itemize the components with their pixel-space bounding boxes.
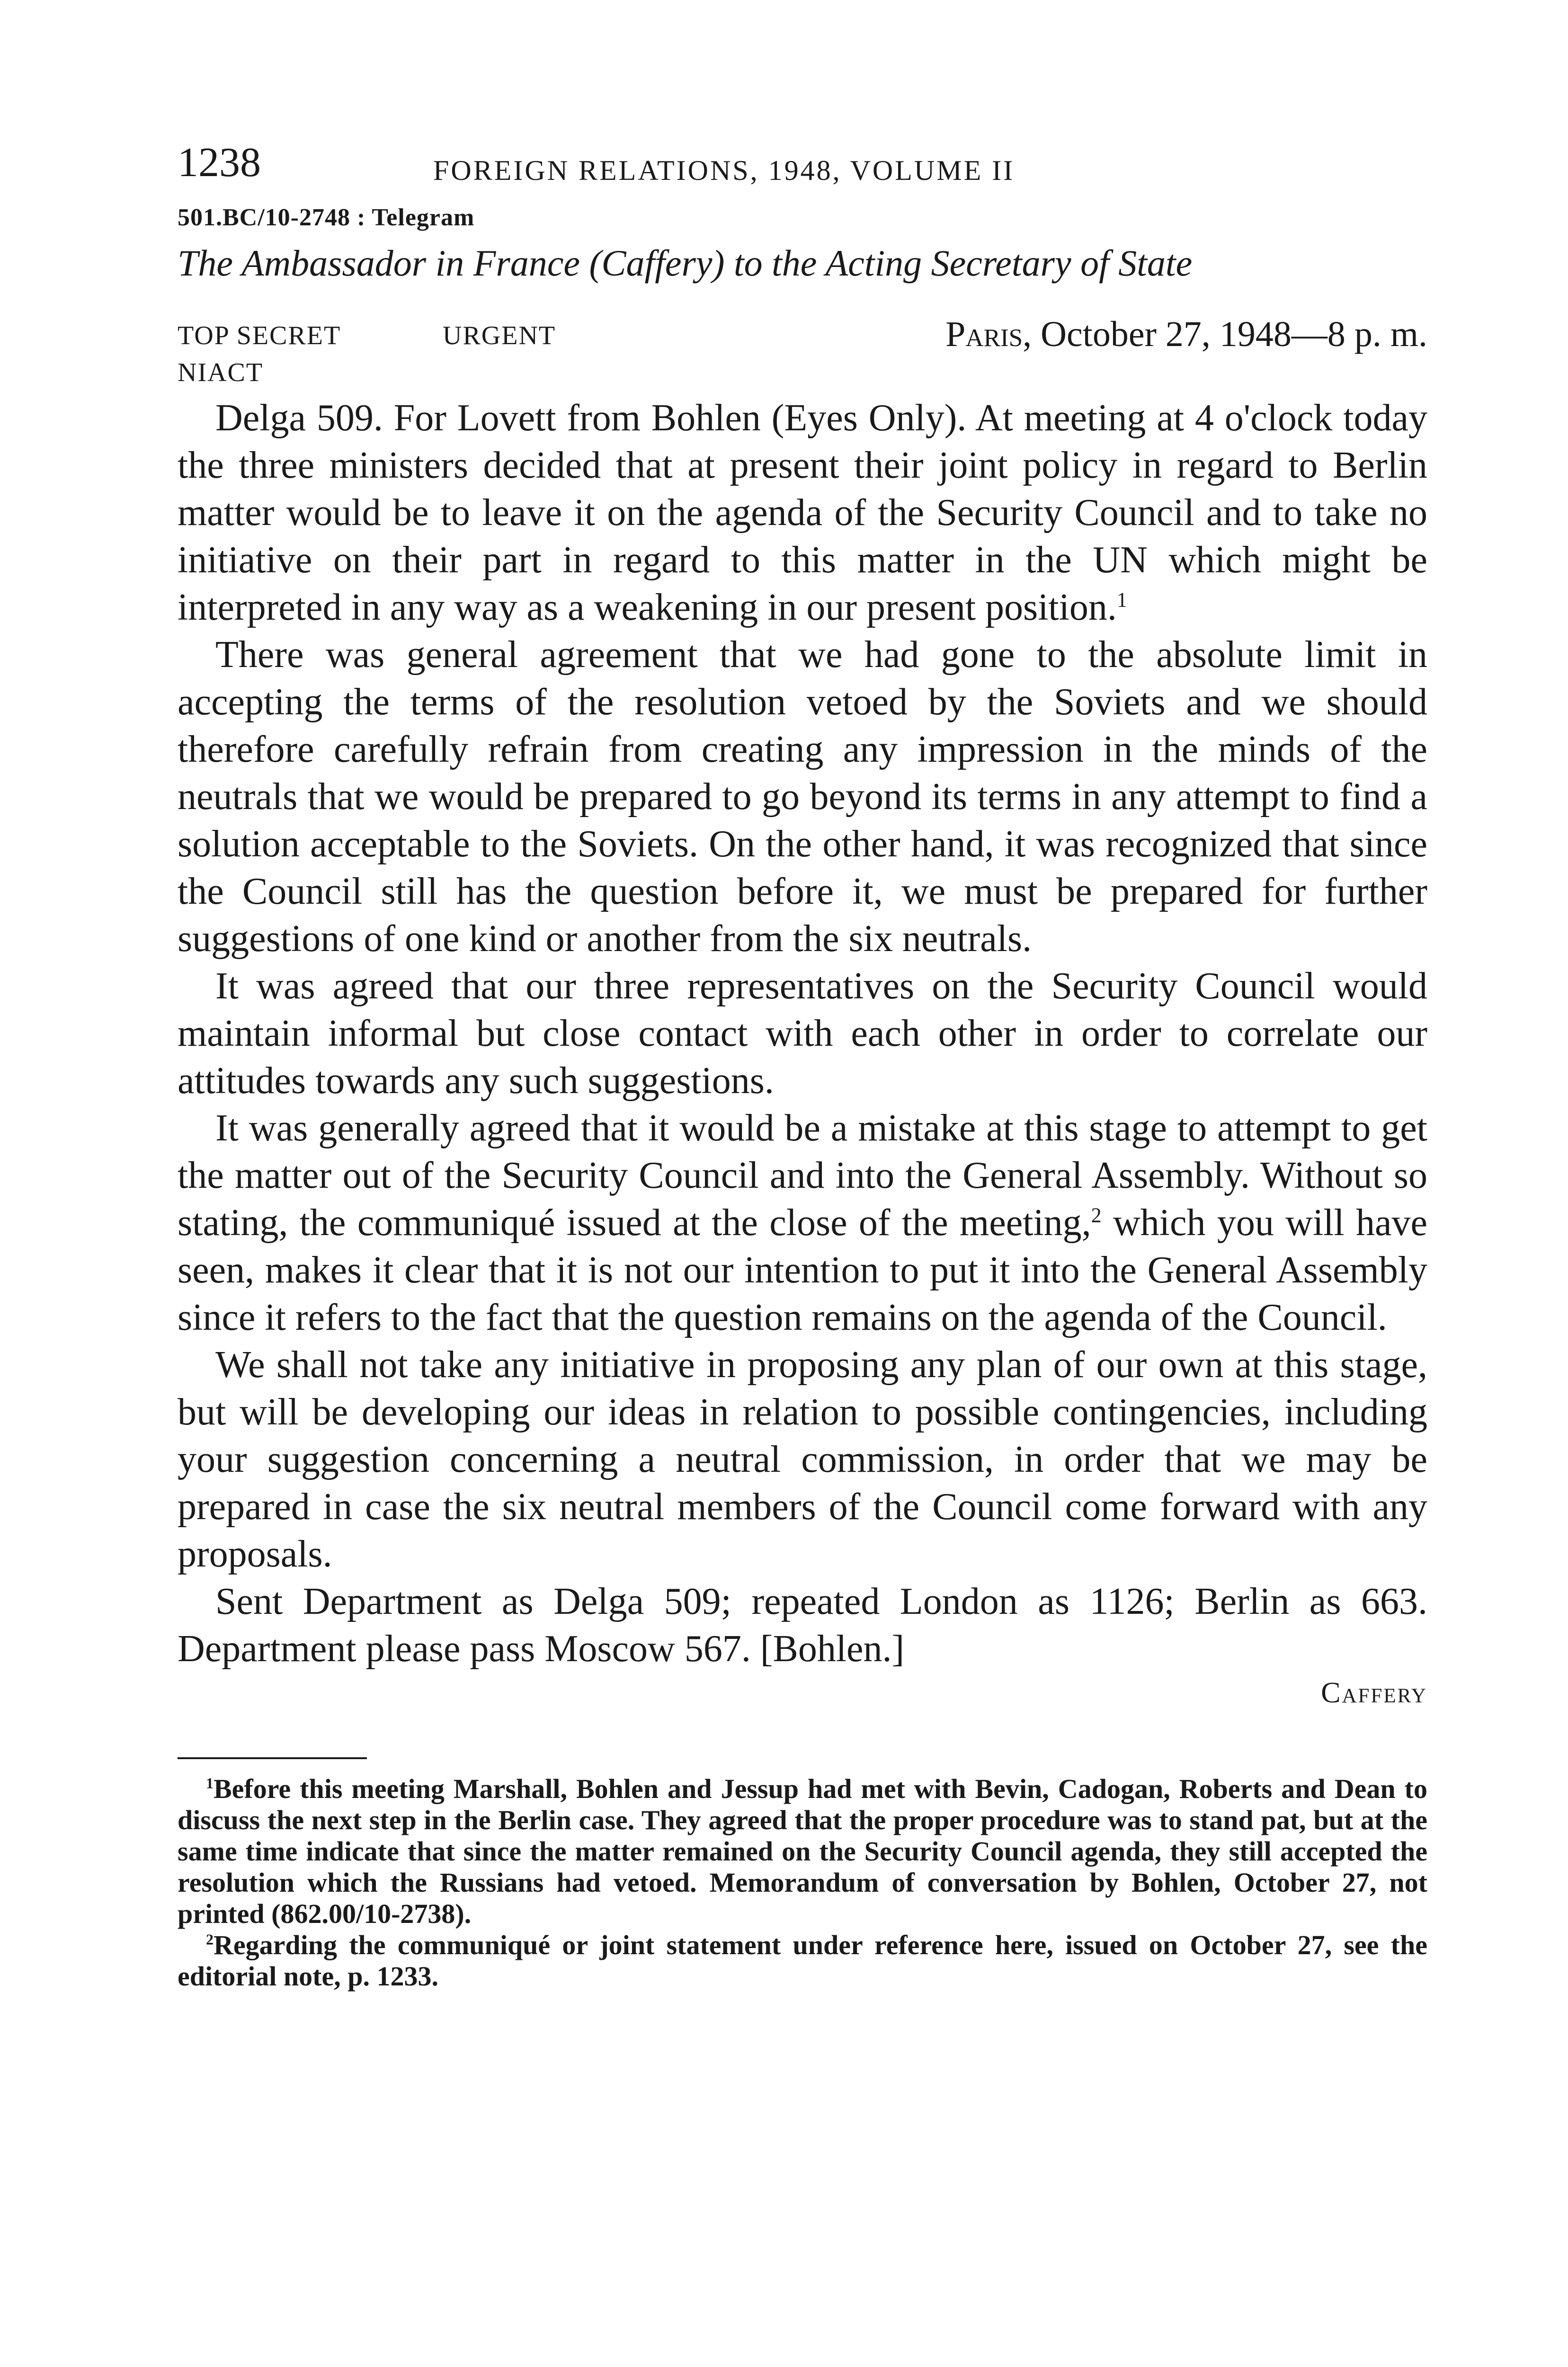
telegram-body <box>178 394 1427 1673</box>
running-head-title: FOREIGN RELATIONS, 1948, VOLUME II <box>433 155 1015 186</box>
footnote: $^2$Regarding the communiqué or joint statement under reference here, issued on October 27, see the editorial note, p. 1233. <box>178 1930 1427 1992</box>
footnote-divider <box>178 1757 367 1759</box>
document-heading: The Ambassador in France (Caffery) to the Acting Secretary of State <box>178 242 1193 284</box>
date-time: October 27, 1948—8 p. m. <box>1041 314 1427 354</box>
signature: Caffery <box>1321 1677 1427 1709</box>
classification-label: TOP SECRET <box>178 321 341 350</box>
footnote-reference: 1 <box>1116 588 1127 612</box>
niact-label: NIACT <box>178 358 264 387</box>
page-number: 1238 <box>178 140 261 186</box>
body-paragraph: Sent Department as Delga 509; repeated London as 1126; Berlin as 663. Department please pass Moscow 567. [Bohlen.] <box>178 1581 1427 1670</box>
place-and-date <box>945 314 1427 355</box>
running-head <box>178 142 1427 204</box>
body-paragraph: It was generally agreed that it would be a mistake at this stage to attempt to get the matter out of the Security Council and into the General Assembly. Without so stating, the communiqué issued at the close of the meeting,$^2$ which you will have seen, makes it clear that it is not our intention to put it into the General Assembly since it refers to the fact that the question remains on the agenda of the Council. <box>178 1107 1427 1338</box>
file-reference: 501.BC/10-2748 : Telegram <box>178 204 475 231</box>
footnote-mark: 2 <box>206 1931 214 1948</box>
footnotes <box>178 1773 1427 1992</box>
footnote: $^1$Before this meeting Marshall, Bohlen and Jessup had met with Bevin, Cadogan, Roberts and Dean to discuss the next step in the Berlin case. They agreed that the proper procedure was to stand pat, but at the same time indicate that since the matter remained on the Security Council agenda, they still accepted the resolution which the Russians had vetoed. Memorandum of conversation by Bohlen, October 27, not printed (862.00/10-2738). <box>178 1773 1427 1929</box>
precedence-label: URGENT <box>443 321 556 350</box>
footnote-mark: 1 <box>206 1775 214 1792</box>
classification-row <box>178 314 1427 357</box>
footnote-reference: 2 <box>1091 1203 1102 1227</box>
place-label: Paris, <box>945 314 1032 354</box>
body-paragraph: Delga 509. For Lovett from Bohlen (Eyes Only). At meeting at 4 o'clock today the three ministers decided that at present their joint policy in regard to Berlin matter would be to leave it on the agenda of the Security Council and to take no initiative on their part in regard to this matter in the UN which might be interpreted in any way as a weakening in our present position.$^1$ <box>178 397 1427 628</box>
body-paragraph: It was agreed that our three representatives on the Security Council would maintain informal but close contact with each other in order to correlate our attitudes towards any such suggestions. <box>178 965 1427 1102</box>
document-page <box>178 142 1427 1992</box>
body-paragraph: There was general agreement that we had gone to the absolute limit in accepting the terms of the resolution vetoed by the Soviets and we should therefore carefully refrain from creating any impression in the minds of the neutrals that we would be prepared to go beyond its terms in any attempt to find a solution acceptable to the Soviets. On the other hand, it was recognized that since the Council still has the question before it, we must be prepared for further suggestions of one kind or another from the six neutrals. <box>178 634 1427 960</box>
body-paragraph: We shall not take any initiative in proposing any plan of our own at this stage, but will be developing our ideas in relation to possible contingencies, including your suggestion concerning a neutral commission, in order that we may be prepared in case the six neutral members of the Council come forward with any proposals. <box>178 1344 1427 1575</box>
